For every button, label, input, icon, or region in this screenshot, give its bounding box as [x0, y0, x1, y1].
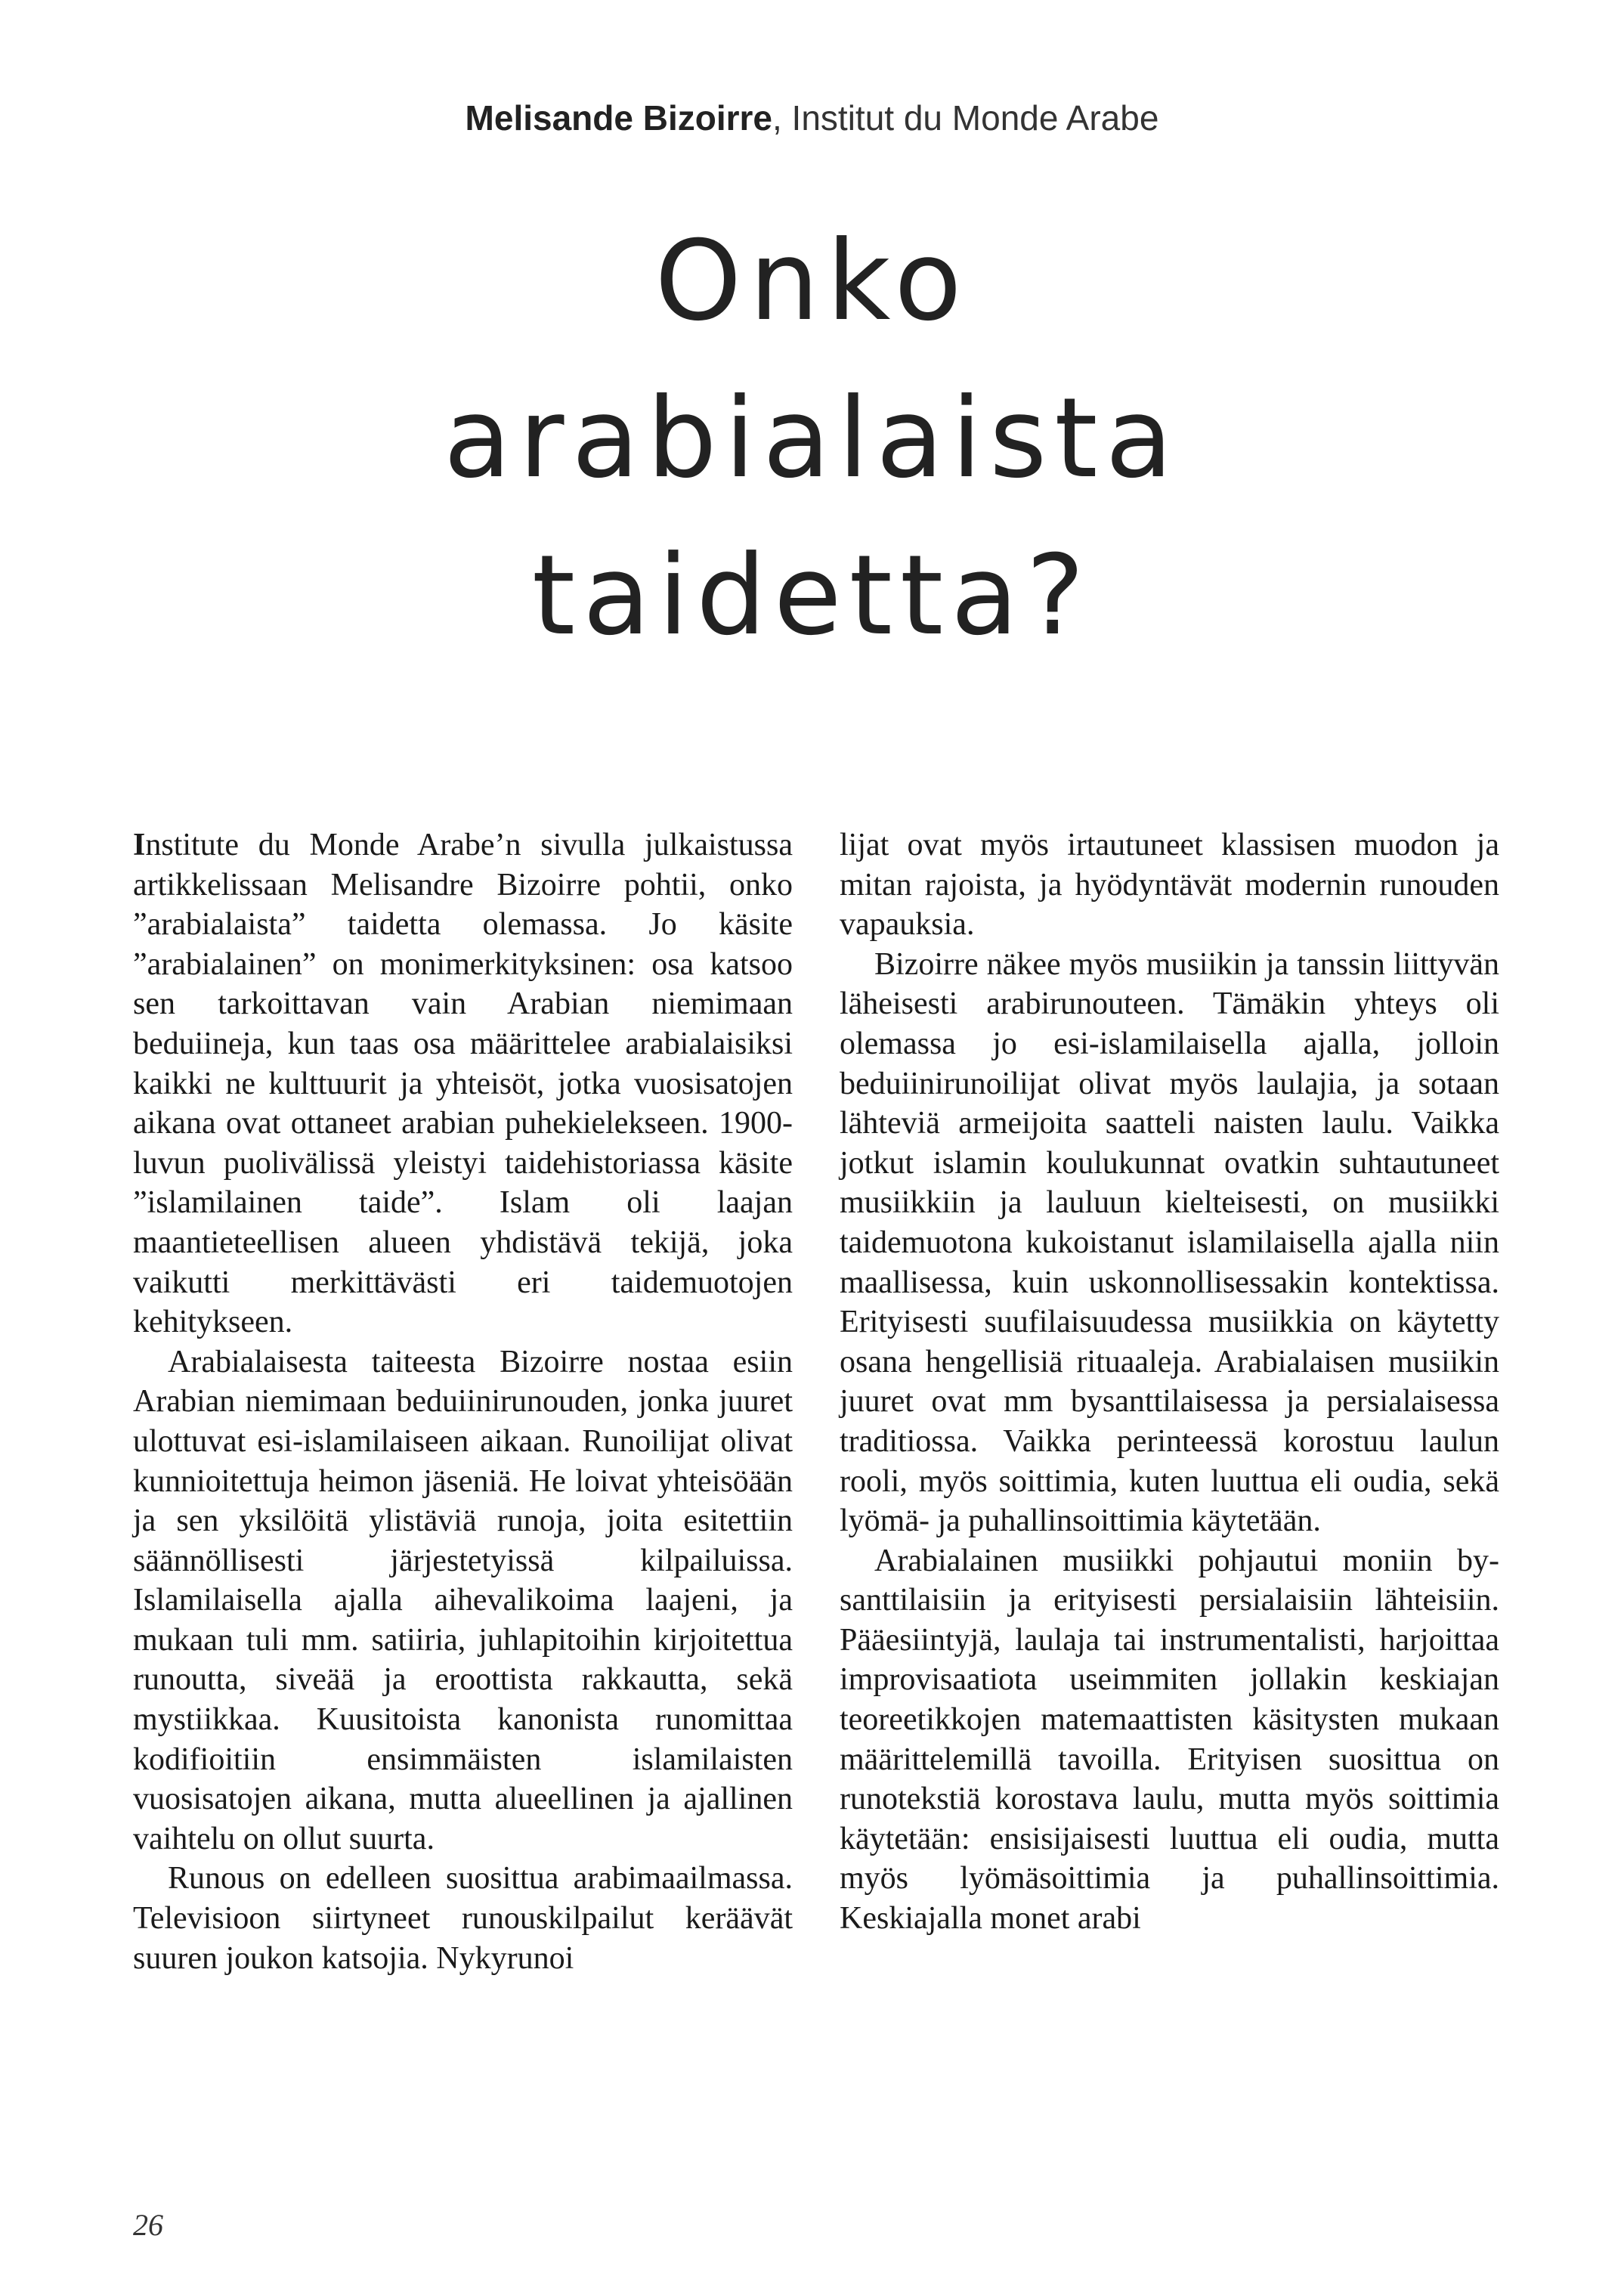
article-title [0, 203, 1624, 674]
title-line-3: taidetta? [531, 531, 1093, 660]
title-line-2: arabialaista [443, 374, 1181, 503]
text-column-left [133, 825, 793, 1978]
paragraph [133, 825, 793, 1342]
text-column-right [840, 825, 1499, 1939]
byline [0, 95, 1624, 141]
page-number: 26 [133, 2208, 163, 2242]
paragraph: Runous on edelleen suosittua arabimaailmassa. Televisioon siirtyneet runouskilpailut keräävät suuren joukon katsojia. Nykyrunoi [133, 1861, 793, 1976]
initial-letter: I [133, 828, 146, 862]
author-name: Melisande Bizoirre [465, 98, 772, 138]
paragraph: Bizoirre näkee myös musiikin ja tanssin liittyvän läheisesti arabirunouteen. Tämäkin yhteys oli olemassa jo esi-islamilaisella ajalla, jolloin beduiinirunoilijat olivat myös laulajia, ja sotaan lähteviä armeijoita saatteli naisten laulu. Vaikka jotkut islamin koulukunnat ovatkin suhtautuneet musiikkiin ja lauluun kielteisesti, on musiikki taidemuotona kukoistanut islamilaisella ajalla niin maallisessa, kuin uskonnollisessakin kontektissa. Erityisesti suufilaisuudessa musiikkia on käytetty osana hengellisiä rituaaleja. Arabialaisen musiikin juuret ovat mm bysanttilaisessa ja persialaisessa traditiossa. Vaikka perinteessä korostuu laulun rooli, myös soittimia, kuten luuttua eli oudia, sekä lyömä- ja puhallinsoittimia käytetään. [840, 946, 1499, 1539]
title-line-1: Onko [654, 217, 970, 345]
author-institution: , Institut du Monde Arabe [772, 98, 1159, 138]
paragraph: Arabialainen musiikki pohjautui moniin bysanttilaisiin ja erityisesti persialaisiin lähteisiin. Pääesiintyjä, laulaja tai instrumentalisti, harjoittaa improvisaatiota useimmiten jollakin keskiajan teoreetikkojen matemaattisten käsitysten mukaan määrittelemillä tavoilla. Erityisen suosittua on runotekstiä korostava laulu, mutta myös soittimia käytetään: ensisijaisesti luuttua eli oudia, mutta myös lyömäsoittimia ja puhallinsoittimia. Keskiajalla monet arabi [840, 1543, 1499, 1937]
paragraph-text: nstitute du Monde Arabe’n sivulla julkaistussa artikkelissaan Melisandre Bizoirre pohtii, onko ”arabialaista” taidetta olemassa. Jo käsite ”arabialainen” on monimerkityksinen: osa katsoo sen tarkoittavan vain Arabian niemimaan beduiineja, kun taas osa määrittelee arabialaisiksi kaikki ne kulttuurit ja yhteisöt, jotka vuosisatojen aikana ovat ottaneet arabian puhekielekseen. 1900-luvun puolivälissä yleistyi taidehistoriassa käsite ”islamilainen taide”. Islam oli laajan maantieteellisen alueen yhdistävä tekijä, joka vaikutti merkittävästi eri taidemuotojen kehitykseen. [133, 828, 793, 1340]
paragraph: Arabialaisesta taiteesta Bizoirre nostaa esiin Arabian niemimaan beduiinirunouden, jonka juuret ulottuvat esi-islamilaiseen aikaan. Runoilijat olivat kunnioitettuja heimon jäseniä. He loivat yhteisöään ja sen yksilöitä ylistäviä runoja, joita esitettiin säännöllisesti järjestetyissä kilpailuissa. Islamilaisella ajalla aihevalikoima laajeni, ja mukaan tuli mm. satiiria, juhlapitoihin kirjoitettua runoutta, siveää ja eroottista rakkautta, sekä mystiikkaa. Kuusitoista kanonista runomittaa kodifioitiin ensimmäisten islamilaisten vuosisatojen aikana, mutta alueellinen ja ajallinen vaihtelu on ollut suurta. [133, 1344, 793, 1856]
paragraph: lijat ovat myös irtautuneet klassisen muodon ja mitan rajoista, ja hyödyntävät modernin runouden vapauksia. [840, 828, 1499, 943]
